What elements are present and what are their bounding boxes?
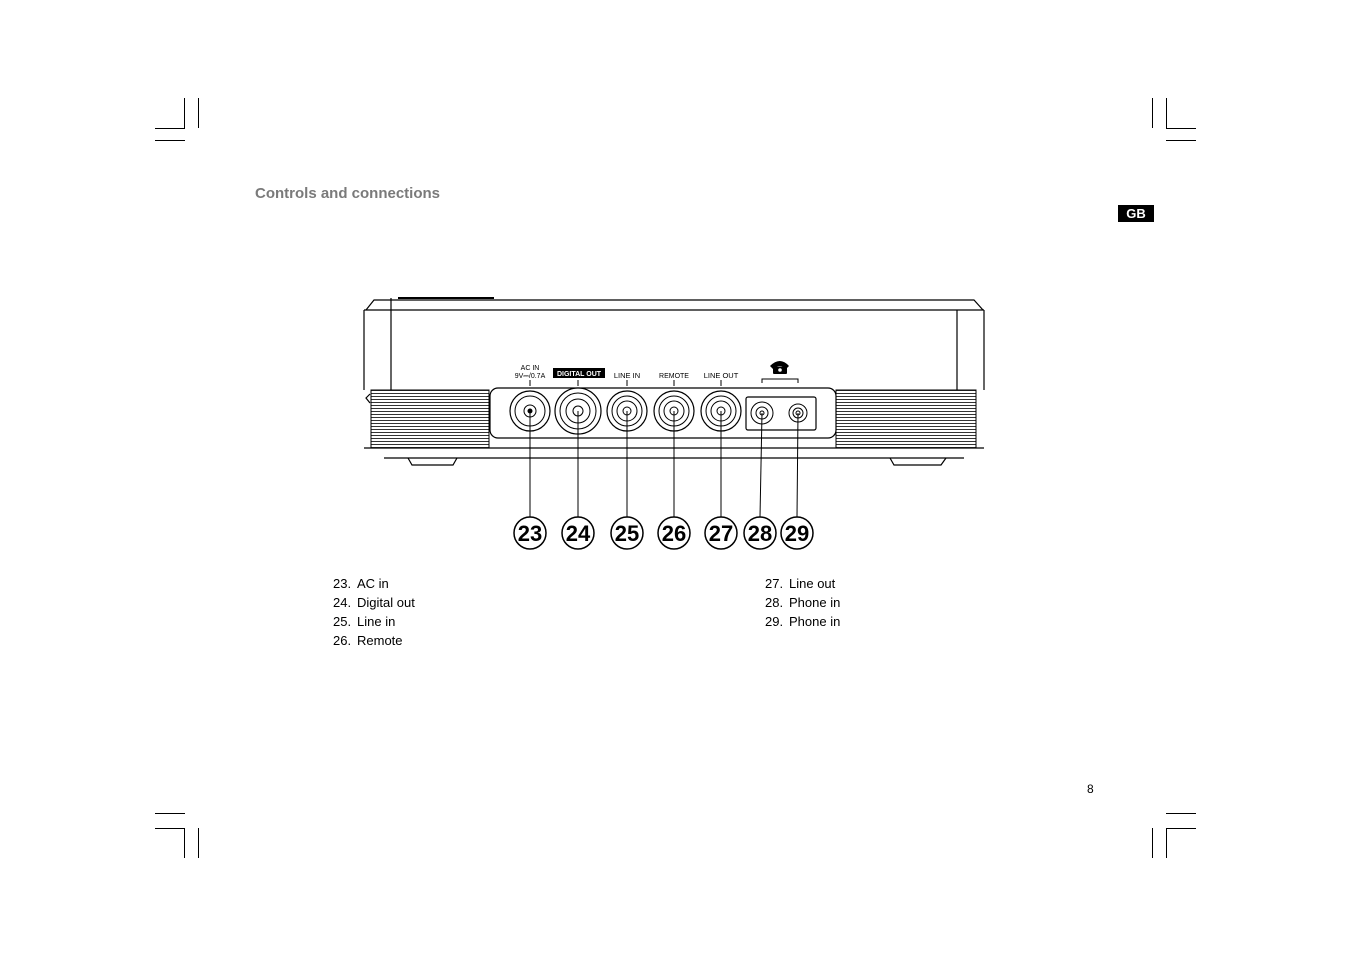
legend-left: [333, 574, 415, 650]
callout-28: 28: [747, 521, 773, 546]
callout-23: 23: [517, 521, 543, 546]
callout-27: 27: [708, 521, 734, 546]
legend-item: 26. Remote: [333, 633, 403, 648]
telephone-icon: [770, 361, 789, 374]
callout-25: 25: [614, 521, 640, 546]
legend-item: 29. Phone in: [765, 614, 841, 629]
right-speaker-grill: [836, 390, 976, 448]
label-line-out: LINE OUT: [703, 371, 739, 380]
section-title: Controls and connections: [255, 185, 441, 202]
legend-item: 23. AC in: [333, 576, 389, 591]
legend-item: 25. Line in: [333, 614, 396, 629]
callout-24: 24: [565, 521, 591, 546]
legend-right: [765, 574, 840, 631]
left-speaker-grill: [371, 390, 489, 448]
language-badge: GB: [1118, 205, 1154, 222]
legend-item: 24. Digital out: [333, 595, 415, 610]
label-ac-in-rating: 9V⎓/0.7A: [514, 373, 546, 380]
page-number: 8: [1087, 782, 1094, 796]
label-digital-out: DIGITAL OUT: [556, 371, 602, 378]
label-line-in: LINE IN: [613, 371, 641, 380]
callout-29: 29: [784, 521, 810, 546]
label-remote: REMOTE: [659, 373, 689, 380]
callout-26: 26: [661, 521, 687, 546]
legend-item: 27. Line out: [765, 576, 836, 591]
legend-item: 28. Phone in: [765, 595, 841, 610]
label-ac-in: AC IN: [520, 365, 540, 372]
